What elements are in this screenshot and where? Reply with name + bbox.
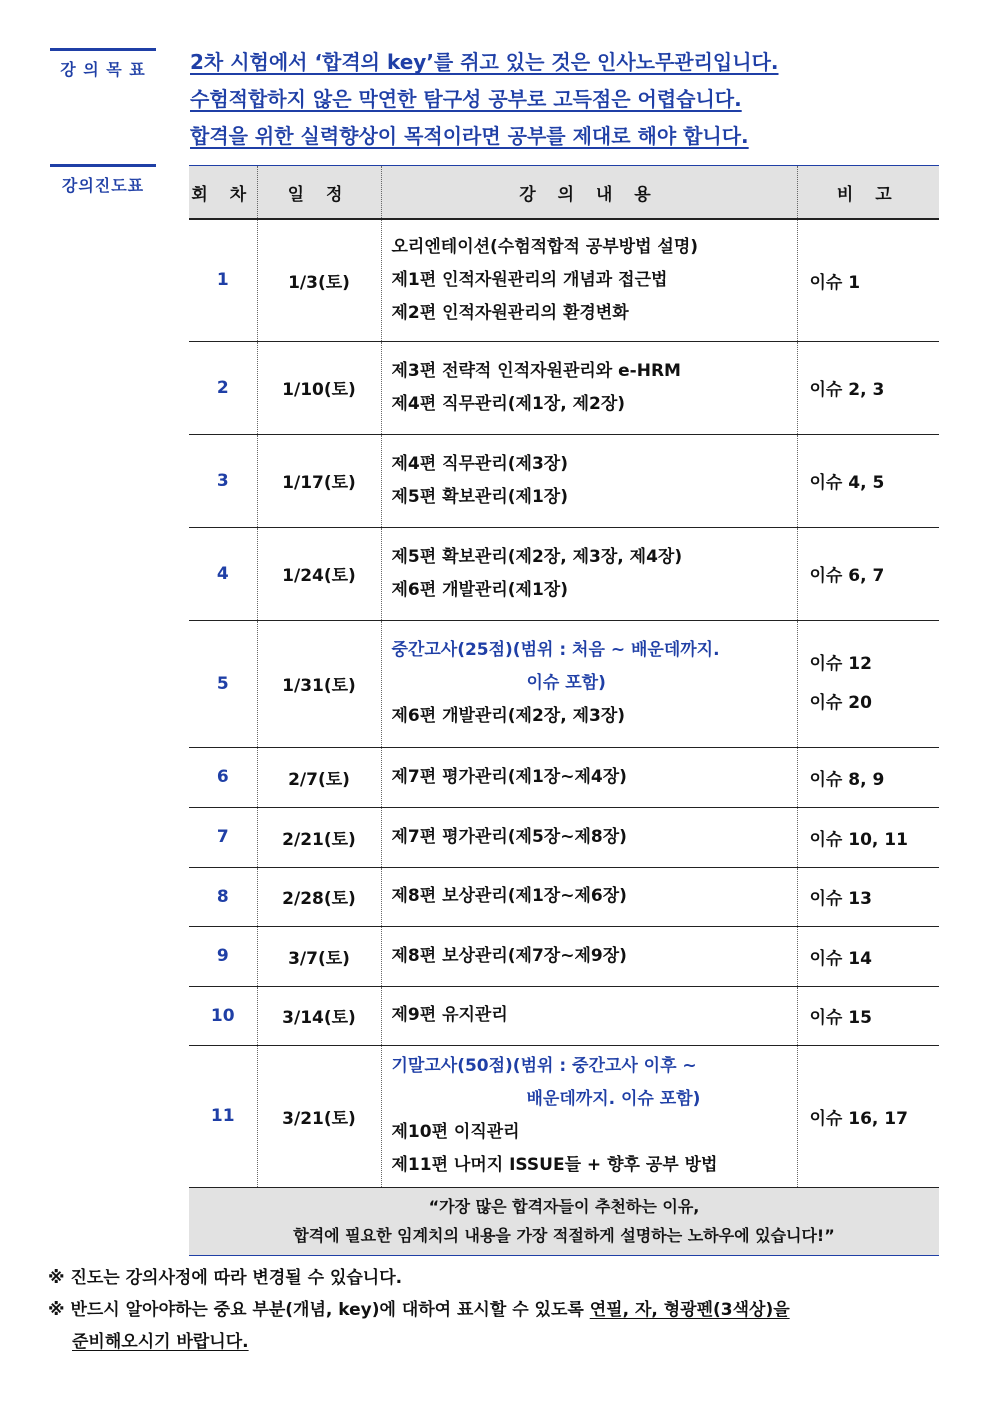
session-number: 5: [189, 620, 257, 747]
header-session: 회 차: [189, 166, 257, 220]
session-note: 이슈 14: [797, 926, 939, 986]
session-note: [797, 620, 939, 747]
session-date: 2/7(토): [257, 747, 381, 807]
footnote-supplies-text: ※ 반드시 알아야하는 중요 부분(개념, key)에 대하여 표시할 수 있도록: [48, 1300, 590, 1320]
table-row: [189, 986, 939, 1045]
final-exam-line: 기말고사(50점)(범위 : 중간고사 이후 ~: [391, 1056, 697, 1076]
session-content: [381, 341, 797, 434]
quote-line-1: “가장 많은 합격자들이 추천하는 이유,: [428, 1197, 700, 1216]
session-note: 이슈 4, 5: [797, 434, 939, 527]
final-exam-line: 배운데까지. 이슈 포함): [526, 1089, 701, 1109]
note-line: 이슈 12: [809, 653, 872, 674]
table-header-row: [189, 166, 939, 220]
header-note: 비 고: [797, 166, 939, 220]
session-content: [381, 620, 797, 747]
header-content: 강 의 내 용: [381, 166, 797, 220]
table-row: [189, 620, 939, 747]
session-note: 이슈 15: [797, 986, 939, 1045]
session-content: [381, 219, 797, 341]
content-line: 제6편 개발관리(제1장): [391, 579, 568, 600]
session-content: [381, 434, 797, 527]
goal-section-label: 강 의 목 표: [50, 48, 156, 80]
recommendation-quote: [189, 1187, 939, 1255]
session-note: 이슈 6, 7: [797, 527, 939, 620]
content-line: 제5편 확보관리(제1장): [391, 486, 568, 507]
session-number: 9: [189, 926, 257, 986]
session-date: 1/10(토): [257, 341, 381, 434]
quote-line-2: 합격에 필요한 임계치의 내용을 가장 적절하게 설명하는 노하우에 있습니다!”: [293, 1226, 835, 1245]
footnote-supplies-underlined: 연필, 자, 형광펜(3색상)을: [589, 1300, 790, 1320]
session-note: 이슈 8, 9: [797, 747, 939, 807]
table-row: [189, 807, 939, 867]
session-date: 1/3(토): [257, 219, 381, 341]
table-row: [189, 926, 939, 986]
footnote-supplies-line2: 준비해오시기 바랍니다.: [72, 1332, 249, 1352]
content-line: 제4편 직무관리(제1장, 제2장): [391, 393, 626, 414]
content-line: 제2편 인적자원관리의 환경변화: [391, 302, 629, 323]
session-note: 이슈 16, 17: [797, 1045, 939, 1187]
session-note: 이슈 13: [797, 867, 939, 926]
session-number: 1: [189, 219, 257, 341]
schedule-section-label: 강의진도표: [50, 164, 156, 196]
session-date: 2/28(토): [257, 867, 381, 926]
table-row: [189, 867, 939, 926]
session-content: [381, 926, 797, 986]
session-content: [381, 986, 797, 1045]
session-note: 이슈 10, 11: [797, 807, 939, 867]
session-content: [381, 1045, 797, 1187]
content-line: 제10편 이직관리: [391, 1122, 520, 1142]
session-date: 1/17(토): [257, 434, 381, 527]
course-goal: [190, 44, 850, 155]
content-line: 제7편 평가관리(제5장~제8장): [391, 826, 627, 847]
session-date: 1/31(토): [257, 620, 381, 747]
session-number: 6: [189, 747, 257, 807]
content-line: 제6편 개발관리(제2장, 제3장): [391, 706, 626, 726]
session-date: 2/21(토): [257, 807, 381, 867]
goal-line-1: 2차 시험에서 ‘합격의 key’를 쥐고 있는 것은 인사노무관리입니다.: [190, 50, 779, 74]
session-number: 7: [189, 807, 257, 867]
session-date: 3/14(토): [257, 986, 381, 1045]
note-line: 이슈 20: [809, 692, 872, 713]
table-row: [189, 341, 939, 434]
content-line: 제1편 인적자원관리의 개념과 접근법: [391, 269, 668, 290]
session-number: 8: [189, 867, 257, 926]
session-note: 이슈 2, 3: [797, 341, 939, 434]
content-line: 제5편 확보관리(제2장, 제3장, 제4장): [391, 546, 683, 567]
session-number: 2: [189, 341, 257, 434]
table-row: [189, 219, 939, 341]
table-row: [189, 434, 939, 527]
goal-line-3: 합격을 위한 실력향상이 목적이라면 공부를 제대로 해야 합니다.: [190, 124, 749, 148]
content-line: 제3편 전략적 인적자원관리와 e-HRM: [391, 360, 681, 381]
goal-line-2: 수험적합하지 않은 막연한 탐구성 공부로 고득점은 어렵습니다.: [190, 87, 742, 111]
session-date: 3/21(토): [257, 1045, 381, 1187]
session-number: 3: [189, 434, 257, 527]
session-content: [381, 867, 797, 926]
content-line: 제8편 보상관리(제1장~제6장): [391, 886, 627, 906]
content-line: 제4편 직무관리(제3장): [391, 453, 568, 474]
footnote-schedule-change: ※ 진도는 강의사정에 따라 변경될 수 있습니다.: [48, 1268, 403, 1288]
content-line: 제11편 나머지 ISSUE들 + 향후 공부 방법: [391, 1155, 718, 1175]
content-line: 제7편 평가관리(제1장~제4장): [391, 766, 627, 787]
session-date: 1/24(토): [257, 527, 381, 620]
table-row: [189, 527, 939, 620]
session-date: 3/7(토): [257, 926, 381, 986]
midterm-exam-line: 중간고사(25점)(범위 : 처음 ~ 배운데까지.: [391, 640, 720, 660]
session-note: 이슈 1: [797, 219, 939, 341]
quote-row: [189, 1187, 939, 1255]
session-content: [381, 807, 797, 867]
session-content: [381, 747, 797, 807]
session-number: 10: [189, 986, 257, 1045]
session-content: [381, 527, 797, 620]
content-line: 제8편 보상관리(제7장~제9장): [391, 945, 627, 966]
session-number: 4: [189, 527, 257, 620]
midterm-exam-line: 이슈 포함): [526, 673, 606, 693]
header-date: 일 정: [257, 166, 381, 220]
session-number: 11: [189, 1045, 257, 1187]
content-line: 제9편 유지관리: [391, 1005, 508, 1025]
table-row: [189, 747, 939, 807]
table-row: [189, 1045, 939, 1187]
footnote-supplies: [48, 1294, 948, 1358]
schedule-table: [189, 165, 939, 1256]
content-line: 오리엔테이션(수험적합적 공부방법 설명): [391, 236, 699, 257]
